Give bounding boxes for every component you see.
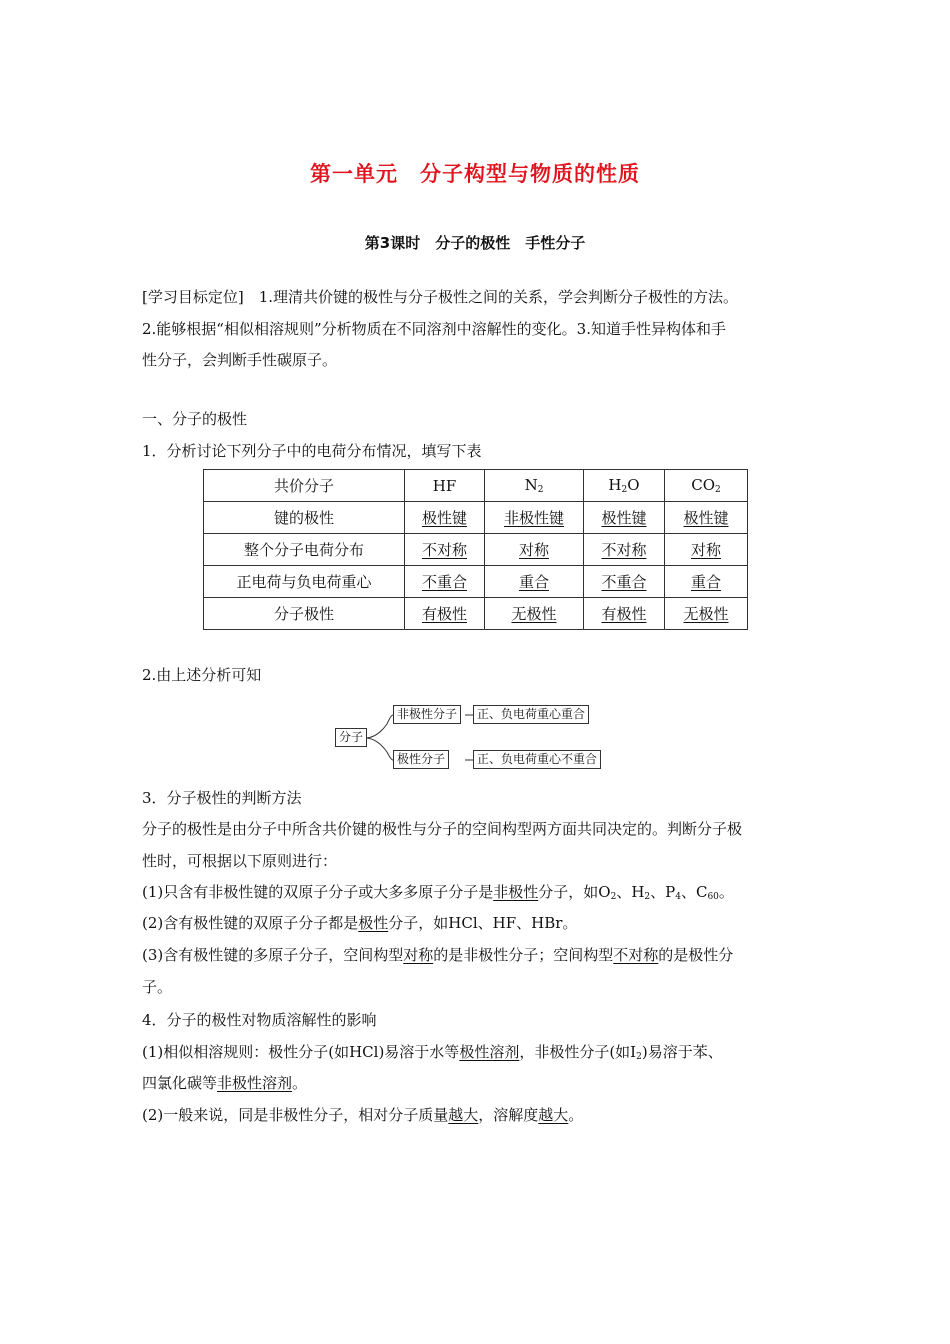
rule-1: (1)只含有非极性键的双原子分子或大多多原子分子是非极性分子，如$O_2$、$H_2$、$P_4$、$C_{60}$。 bbox=[142, 883, 734, 902]
item-4-line-2: 四氯化碳等非极性溶剂。 bbox=[142, 1074, 308, 1092]
header-cell: 共价分子 bbox=[204, 470, 405, 502]
diagram-nonpolar-desc: 正、负电荷重心重合 bbox=[473, 705, 589, 724]
table-row bbox=[204, 534, 748, 566]
item-2: 2.由上述分析可知 bbox=[142, 666, 262, 684]
table-cell: 极性键 bbox=[421, 509, 467, 527]
table-cell: 极性键 bbox=[601, 509, 647, 527]
item-4-heading: 4．分子的极性对物质溶解性的影响 bbox=[142, 1011, 377, 1029]
polarity-diagram bbox=[335, 700, 615, 775]
table-header-row bbox=[204, 470, 748, 502]
rule-3: (3)含有极性键的多原子分子，空间构型对称的是非极性分子；空间构型不对称的是极性分 bbox=[142, 946, 734, 964]
header-cell: $CO_2$ bbox=[665, 470, 748, 502]
objectives-line-1: [学习目标定位] 1.理清共价键的极性与分子极性之间的关系，学会判断分子极性的方法。 bbox=[142, 288, 739, 306]
table-cell: 对称 bbox=[518, 541, 549, 559]
table-cell: 对称 bbox=[690, 541, 721, 559]
row-label: 正电荷与负电荷重心 bbox=[204, 566, 405, 598]
diagram-root: 分子 bbox=[335, 728, 367, 747]
row-label: 分子极性 bbox=[204, 598, 405, 630]
item-3-heading: 3．分子极性的判断方法 bbox=[142, 789, 302, 807]
header-cell: $H_2O$ bbox=[584, 470, 665, 502]
diagram-polar-desc: 正、负电荷重心不重合 bbox=[473, 750, 601, 769]
lesson-subtitle: 第3课时 分子的极性 手性分子 bbox=[364, 234, 586, 252]
header-cell: HF bbox=[405, 470, 485, 502]
table-cell: 非极性键 bbox=[503, 509, 564, 527]
objectives-line-3: 性分子，会判断手性碳原子。 bbox=[142, 351, 338, 369]
rule-2: (2)含有极性键的双原子分子都是极性分子，如HCl、HF、HBr。 bbox=[142, 914, 578, 932]
section-heading: 一、分子的极性 bbox=[142, 410, 248, 428]
table-cell: 有极性 bbox=[421, 605, 467, 623]
rule-3-cont: 子。 bbox=[142, 978, 173, 996]
page-title: 第一单元 分子构型与物质的性质 bbox=[310, 162, 640, 186]
table-cell: 不对称 bbox=[601, 541, 647, 559]
table-cell: 极性键 bbox=[683, 509, 729, 527]
diagram-polar: 极性分子 bbox=[393, 750, 449, 769]
table-cell: 不重合 bbox=[421, 573, 467, 591]
table-row bbox=[204, 566, 748, 598]
table-row bbox=[204, 598, 748, 630]
item-3-paragraph-1: 分子的极性是由分子中所含共价键的极性与分子的空间构型两方面共同决定的。判断分子极 bbox=[142, 820, 743, 838]
table-cell: 重合 bbox=[690, 573, 721, 591]
table-cell: 不重合 bbox=[601, 573, 647, 591]
row-label: 整个分子电荷分布 bbox=[204, 534, 405, 566]
table-cell: 重合 bbox=[518, 573, 549, 591]
item-1: 1．分析讨论下列分子中的电荷分布情况，填写下表 bbox=[142, 442, 482, 460]
objectives-line-2: 2.能够根据“相似相溶规则”分析物质在不同溶剂中溶解性的变化。3.知道手性异构体和手 bbox=[142, 320, 726, 338]
polarity-table bbox=[203, 469, 748, 630]
item-3-paragraph-2: 性时，可根据以下原则进行： bbox=[142, 852, 338, 870]
table-cell: 不对称 bbox=[421, 541, 467, 559]
table-cell: 无极性 bbox=[511, 605, 557, 623]
item-4-line-3: (2)一般来说，同是非极性分子，相对分子质量越大，溶解度越大。 bbox=[142, 1106, 584, 1124]
diagram-nonpolar: 非极性分子 bbox=[393, 705, 461, 724]
header-cell: $N_2$ bbox=[485, 470, 584, 502]
table-cell: 无极性 bbox=[683, 605, 729, 623]
item-4-line-1: (1)相似相溶规则：极性分子(如HCl)易溶于水等极性溶剂，非极性分子(如$I_2$)易溶于苯、 bbox=[142, 1043, 723, 1062]
table-row bbox=[204, 502, 748, 534]
table-cell: 有极性 bbox=[601, 605, 647, 623]
row-label: 键的极性 bbox=[204, 502, 405, 534]
